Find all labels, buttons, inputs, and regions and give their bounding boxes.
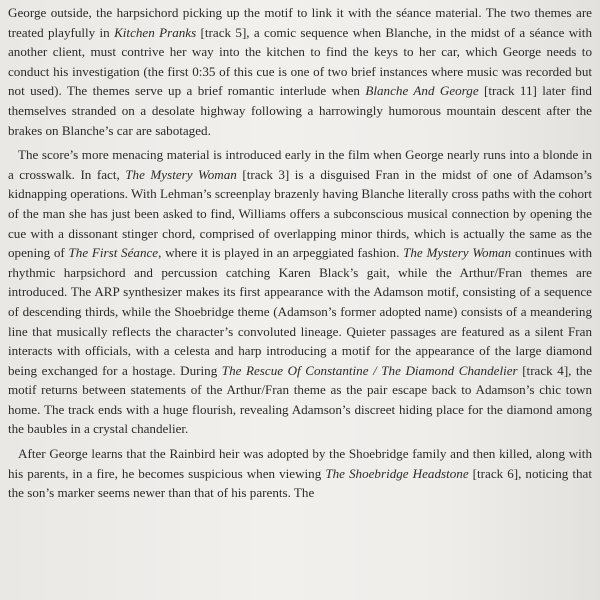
paragraph <box>8 3 592 140</box>
text-run: After George learns that the Rainbird heir was adopted by the Shoebridge family and then killed, along with his parents, in a fire, he becomes suspicious when viewing <box>8 446 592 481</box>
cue-title: The Shoebridge Headstone <box>325 465 469 481</box>
text-run: [track 4], the motif returns between statements of the Arthur/Fran theme as the pair escape back to Adamson’s chic town home. The track ends with a huge flourish, revealing Adamson’s discreet hiding place for the diamond among the baubles in a crystal chandelier. <box>8 362 592 437</box>
text-run: [track 6], noticing that the son’s marker seems newer than that of his parents. The <box>8 465 592 501</box>
cue-title: The Rescue Of Constantine / The Diamond Chandelier <box>221 362 518 378</box>
text-run: continues with rhythmic harpsichord and percussion catching Karen Black’s gait, while the Arthur/Fran themes are introduced. The ARP synthesizer makes its first appearance with the Adamson motif, consisting of a sequence of descending thirds, while the Shoebridge theme (Adamson’s former adopted name) consists of a meandering line that musically reflects the character’s convoluted lineage. Quieter passages are featured as a silent Fran interacts with officials, with a celesta and harp introducing a motif for the appearance of the large diamond being exchanged for a hostage. During <box>8 245 592 378</box>
text-run: [track 3] is a disguised Fran in the midst of one of Adamson’s kidnapping operations. With Lehman’s screenplay brazenly having Blanche literally cross paths with the cohort of the man she has just been asked to find, Williams offers a subconscious musical connection by opening the cue with a dissonant stinger chord, comprised of overlapping minor thirds, which is actually the same as the opening of <box>8 166 592 261</box>
cue-title: Blanche And George <box>365 83 479 99</box>
text-run: [track 11] later find themselves stranded on a desolate highway following a harrowingly humorous mountain descent after the brakes on Blanche’s car are sabotaged. <box>8 83 592 138</box>
cue-title: Kitchen Pranks <box>114 24 197 40</box>
paragraph <box>8 444 592 503</box>
paragraph <box>8 145 592 439</box>
text-run: The score’s more menacing material is introduced early in the film when George nearly runs into a blonde in a crosswalk. In fact, <box>8 147 592 182</box>
text-run: George outside, the harpsichord picking up the motif to link it with the séance material. The two themes are treated playfully in <box>8 5 592 40</box>
text-run: [track 5], a comic sequence when Blanche, in the midst of a séance with another client, must contrive her way into the kitchen to find the keys to her car, which George needs to conduct his investigation (the first 0:35 of this cue is one of two brief instances where music was recorded but not used). The themes serve up a brief romantic interlude when <box>8 24 592 99</box>
text-run: , where it is played in an arpeggiated fashion. <box>158 245 404 261</box>
liner-notes-page <box>8 3 592 503</box>
cue-title: The Mystery Woman <box>125 166 237 182</box>
cue-title: The Mystery Woman <box>403 245 512 261</box>
cue-title: The First Séance <box>68 245 159 261</box>
